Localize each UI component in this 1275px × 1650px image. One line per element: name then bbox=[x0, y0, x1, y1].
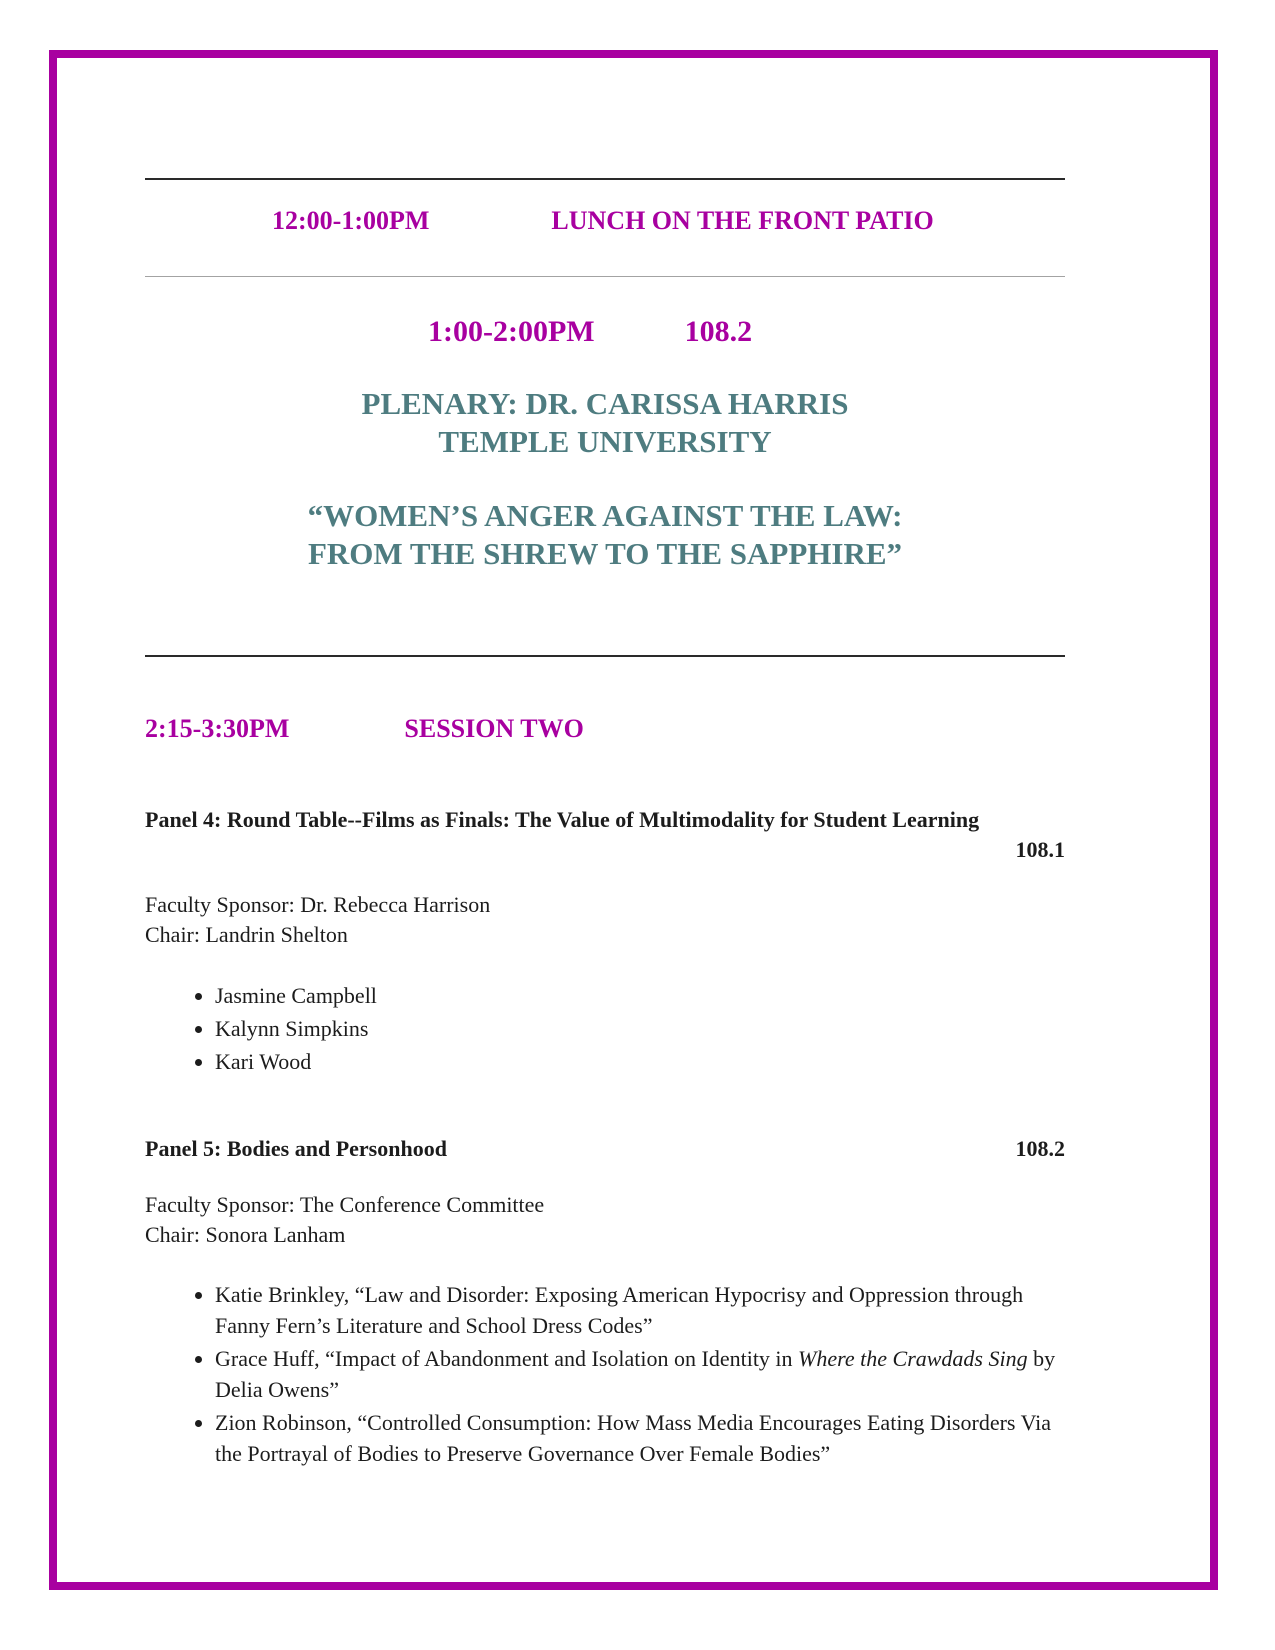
panel-5-section bbox=[145, 1134, 1065, 1469]
presenter-item: • Katie Brinkley, “Law and Disorder: Exposing American Hypocrisy and Oppression through Fanny Fern’s Literature and School Dress Codes” bbox=[215, 1279, 1065, 1341]
program-page-content bbox=[57, 58, 1210, 1469]
presenter-item: • Kari Wood bbox=[215, 1046, 1065, 1077]
presenter-item: • Jasmine Campbell bbox=[215, 980, 1065, 1011]
panel-4-section bbox=[145, 805, 1065, 1077]
session-title: SESSION TWO bbox=[404, 714, 584, 743]
divider-top bbox=[145, 178, 1065, 180]
presenter-item: • Kalynn Simpkins bbox=[215, 1013, 1065, 1044]
panel-4-people bbox=[145, 890, 1065, 950]
session-two-row bbox=[145, 712, 1065, 746]
plenary-time: 1:00-2:00PM bbox=[428, 315, 595, 348]
plenary-speaker: PLENARY: DR. CARISSA HARRIS bbox=[361, 386, 849, 421]
panel-chair: Chair: Sonora Lanham bbox=[145, 1222, 346, 1247]
lunch-title: LUNCH ON THE FRONT PATIO bbox=[551, 206, 934, 235]
page-border bbox=[49, 50, 1218, 1590]
lunch-time: 12:00-1:00PM bbox=[272, 206, 430, 235]
divider-middle bbox=[145, 276, 1065, 277]
panel-5-heading-row bbox=[145, 1134, 1065, 1164]
plenary-talk-title bbox=[145, 497, 1065, 573]
presenter-list bbox=[145, 980, 1065, 1077]
faculty-sponsor: Faculty Sponsor: Dr. Rebecca Harrison bbox=[145, 892, 491, 917]
plenary-talk-title-line2: FROM THE SHREW TO THE SAPPHIRE” bbox=[307, 536, 903, 571]
session-time: 2:15-3:30PM bbox=[145, 714, 290, 743]
presenter-item: • Grace Huff, “Impact of Abandonment and Isolation on Identity in Where the Crawdads Sing by Delia Owens” bbox=[215, 1343, 1065, 1405]
faculty-sponsor: Faculty Sponsor: The Conference Committee bbox=[145, 1192, 545, 1217]
panel-4-room: 108.1 bbox=[1015, 837, 1065, 862]
plenary-speaker-block bbox=[145, 385, 1065, 461]
plenary-university: TEMPLE UNIVERSITY bbox=[438, 424, 772, 459]
plenary-schedule-row bbox=[145, 313, 1065, 351]
plenary-talk-title-line1: “WOMEN’S ANGER AGAINST THE LAW: bbox=[307, 498, 903, 533]
panel-5-heading: Panel 5: Bodies and Personhood bbox=[145, 1136, 447, 1161]
panel-chair: Chair: Landrin Shelton bbox=[145, 922, 348, 947]
presenter-item: • Zion Robinson, “Controlled Consumption: How Mass Media Encourages Eating Disorders Via the Portrayal of Bodies to Preserve Governance Over Female Bodies” bbox=[215, 1407, 1065, 1469]
panel-4-heading: Panel 4: Round Table--Films as Finals: The Value of Multimodality for Student Learning bbox=[145, 807, 980, 832]
plenary-room: 108.2 bbox=[684, 315, 753, 348]
panel-5-room: 108.2 bbox=[1015, 1136, 1065, 1161]
panel-5-people bbox=[145, 1190, 1065, 1250]
divider-bottom bbox=[145, 655, 1065, 657]
lunch-schedule-row bbox=[145, 204, 1065, 238]
presenter-list bbox=[145, 1279, 1065, 1469]
